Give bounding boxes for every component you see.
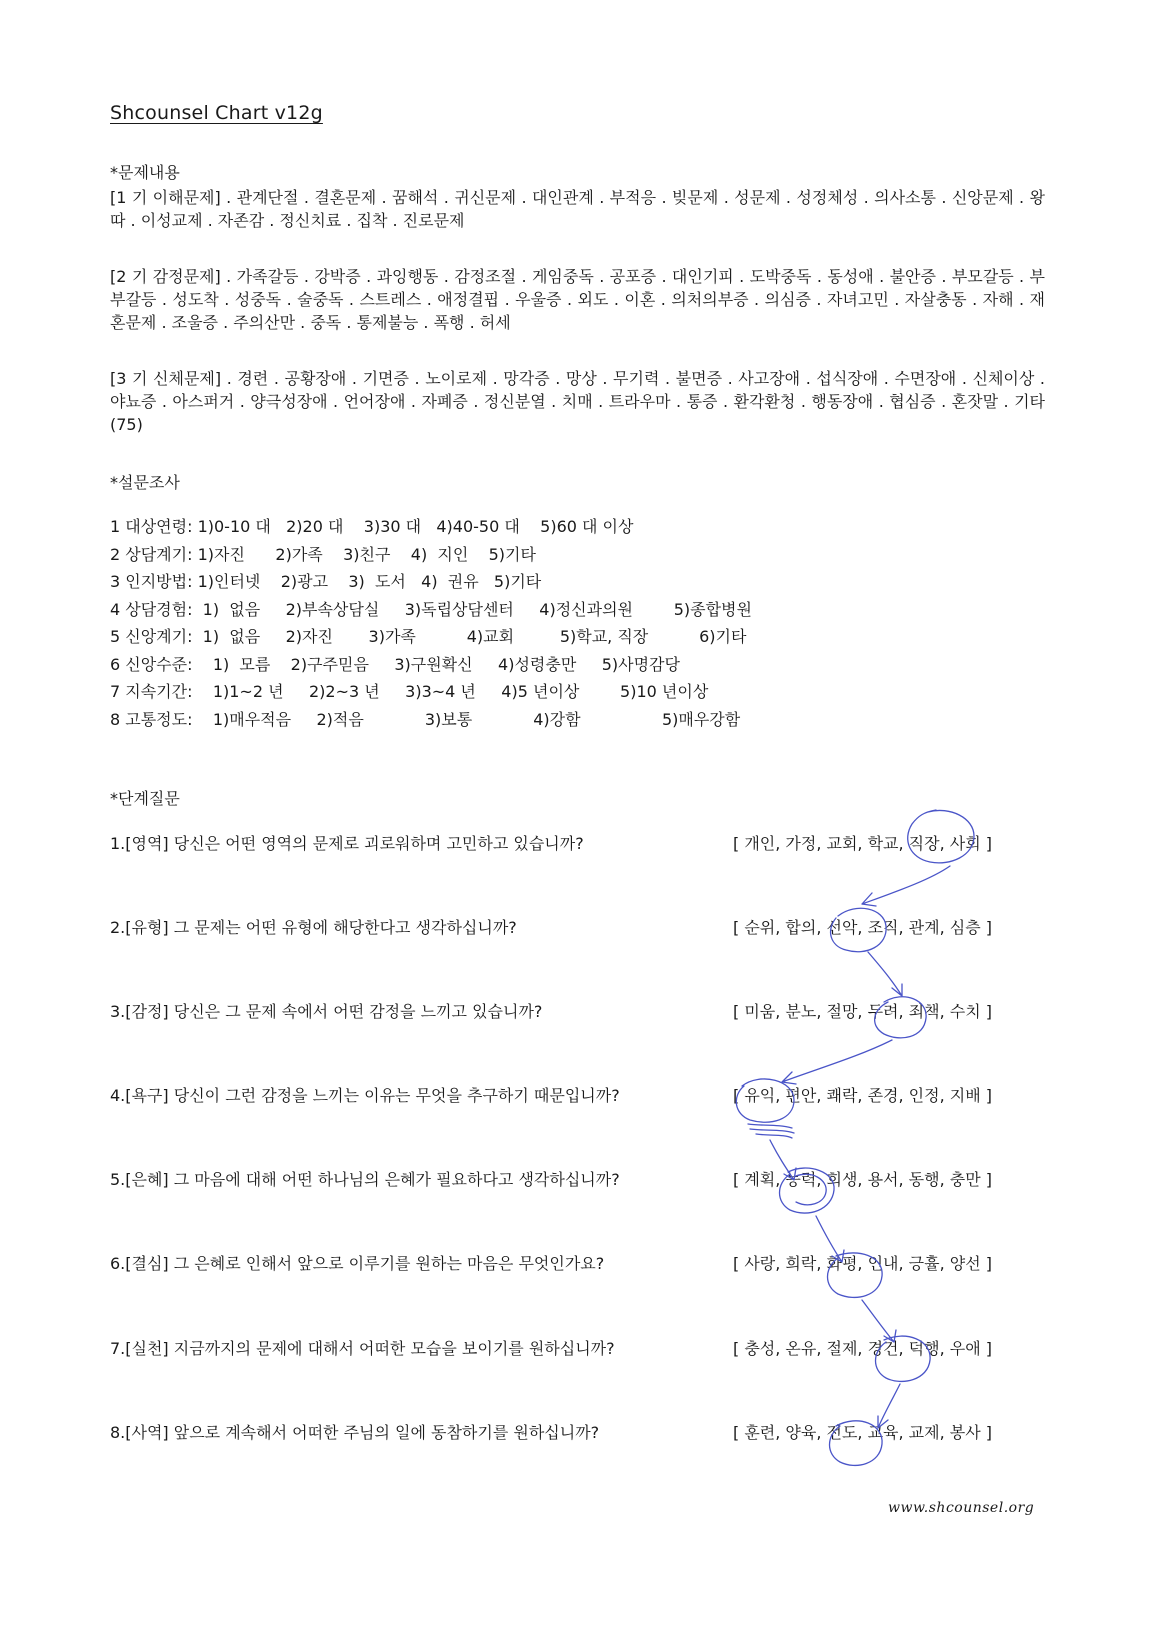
step-question-2: 2.[유형] 그 문제는 어떤 유형에 해당한다고 생각하십니까?: [110, 918, 517, 937]
step-options-3: [ 미움, 분노, 절망, 두려, 죄책, 수치 ]: [733, 1002, 992, 1021]
step-options-7: [ 충성, 온유, 절제, 경건, 덕행, 우애 ]: [733, 1339, 992, 1358]
step-options-5: [ 계획, 능력, 희생, 용서, 동행, 충만 ]: [733, 1170, 992, 1189]
step-question-8: 8.[사역] 앞으로 계속해서 어떠한 주님의 일에 동참하기를 원하십니까?: [110, 1423, 600, 1442]
step-options-4: [ 유익, 편안, 쾌락, 존경, 인정, 지배 ]: [733, 1086, 992, 1105]
document-title: Shcounsel Chart v12g: [110, 102, 323, 124]
step-question-1: 1.[영역] 당신은 어떤 영역의 문제로 괴로워하며 고민하고 있습니까?: [110, 834, 584, 853]
step-question-5: 5.[은혜] 그 마음에 대해 어떤 하나님의 은혜가 필요하다고 생각하십니까?: [110, 1170, 620, 1189]
survey-row-pain: 8 고통정도: 1)매우적음 2)적음 3)보통 4)강함 5)매우강함: [110, 709, 741, 729]
survey-row-source: 3 인지방법: 1)인터넷 2)광고 3) 도서 4) 권유 5)기타: [110, 572, 542, 591]
problems-heading: *문제내용: [110, 163, 180, 182]
survey-row-age: 1 대상연령: 1)0-10 대 2)20 대 3)30 대 4)40-50 대 5)60 대 이상: [110, 517, 634, 536]
survey-row-faith-level: 6 신앙수준: 1) 모름 2)구주믿음 3)구원확신 4)성령충만 5)사명감당: [110, 654, 680, 674]
survey-row-motive: 2 상담계기: 1)자진 2)가족 3)친구 4) 지인 5)기타: [110, 544, 536, 564]
survey-list: [110, 513, 752, 733]
step-options-8: [ 훈련, 양육, 전도, 교육, 교제, 봉사 ]: [733, 1423, 992, 1442]
problem-group-1: [1 기 이해문제] . 관계단절 . 결혼문제 . 꿈해석 . 귀신문제 . 대인관계 . 부적응 . 빚문제 . 성문제 . 성정체성 . 의사소통 . 신앙문제 . 왕따 . 이성교제 . 자존감 . 정신치료 . 집착 . 진로문제: [110, 188, 1045, 230]
arrow-mark-1: [862, 866, 950, 906]
step-question-4: 4.[욕구] 당신이 그런 감정을 느끼는 이유는 무엇을 추구하기 때문입니까?: [110, 1086, 620, 1105]
step-question-7: 7.[실천] 지금까지의 문제에 대해서 어떠한 모습을 보이기를 원하십니까?: [110, 1339, 615, 1358]
survey-row-duration: 7 지속기간: 1)1~2 년 2)2~3 년 3)3~4 년 4)5 년이상 5)10 년이상: [110, 682, 709, 701]
step-question-6: 6.[결심] 그 은혜로 인해서 앞으로 이루기를 원하는 마음은 무엇인가요?: [110, 1254, 605, 1273]
problem-group-3: [3 기 신체문제] . 경련 . 공황장애 . 기면증 . 노이로제 . 망각증 . 망상 . 무기력 . 불면증 . 사고장애 . 섭식장애 . 수면장애 . 신체이상 . 야뇨증 . 아스퍼거 . 양극성장애 . 언어장애 . 자폐증 . 정신분열 . 치매 . 트라우마 . 통증 . 환각환청 . 행동장애 . 협심증 . 혼잣말 . 기타(75): [110, 369, 1045, 434]
step-options-6: [ 사랑, 희락, 화평, 인내, 긍휼, 양선 ]: [733, 1254, 992, 1273]
scribble-mark-4: [748, 1124, 794, 1138]
step-question-3: 3.[감정] 당신은 그 문제 속에서 어떤 감정을 느끼고 있습니까?: [110, 1002, 543, 1021]
steps-heading: *단계질문: [110, 789, 180, 808]
arrow-mark-3: [782, 1040, 892, 1084]
step-options-2: [ 순위, 합의, 선악, 조직, 관계, 심층 ]: [733, 918, 992, 937]
footer-website: www.shcounsel.org: [888, 1500, 1035, 1516]
problem-group-2: [2 기 감정문제] . 가족갈등 . 강박증 . 과잉행동 . 감정조절 . 게임중독 . 공포증 . 대인기피 . 도박중독 . 동성애 . 불안증 . 부모갈등 . 부부갈등 . 성도착 . 성중독 . 술중독 . 스트레스 . 애정결핍 . 우울증 . 외도 . 이혼 . 의처의부증 . 의심증 . 자녀고민 . 자살충동 . 자해 . 재혼문제 . 조울증 . 주의산만 . 중독 . 통제불능 . 폭행 . 허세: [110, 267, 1045, 332]
survey-row-experience: 4 상담경험: 1) 없음 2)부속상담실 3)독립상담센터 4)정신과의원 5)종합병원: [110, 599, 752, 619]
survey-row-faith-motive: 5 신앙계기: 1) 없음 2)자진 3)가족 4)교회 5)학교, 직장 6)기타: [110, 627, 747, 646]
arrow-mark-2: [868, 952, 902, 996]
survey-heading: *설문조사: [110, 473, 180, 492]
step-options-1: [ 개인, 가정, 교회, 학교, 직장, 사회 ]: [733, 834, 992, 853]
